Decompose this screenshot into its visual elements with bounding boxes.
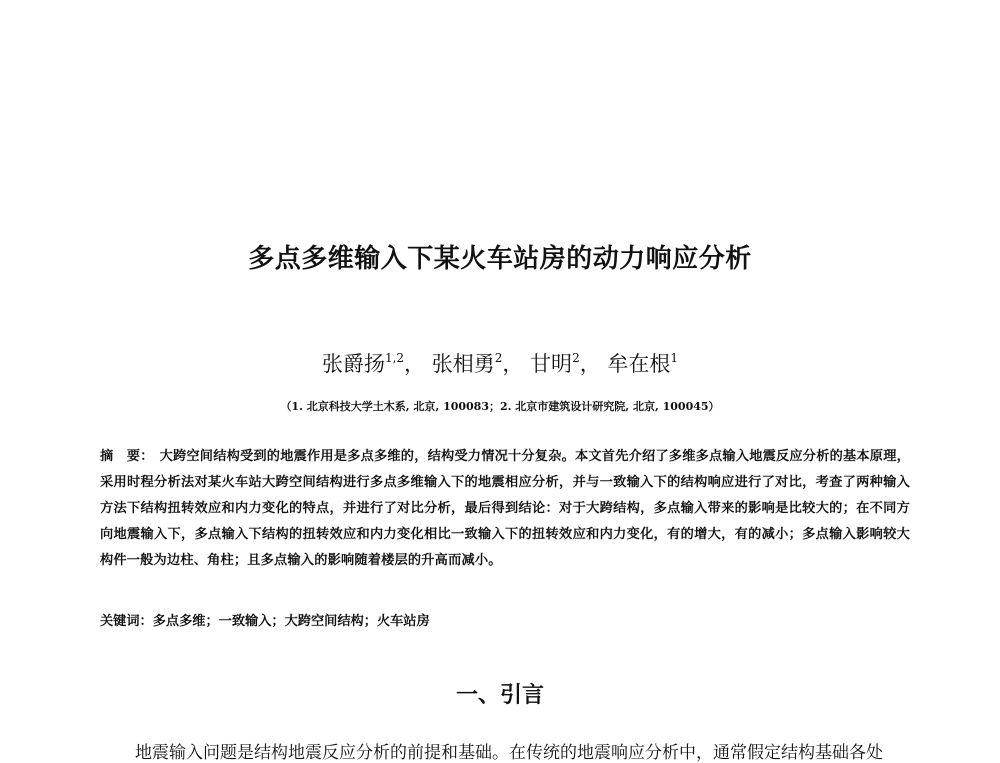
author: 牟在根$^1$ — [607, 351, 679, 376]
affiliations: （1. 北京科技大学土木系, 北京, 100083；2. 北京市建筑设计研究院, 北京, 100045） — [280, 400, 720, 413]
author: 甘明$^2$， — [530, 351, 601, 376]
keywords-text: 多点多维；一致输入；大跨空间结构；火车站房 — [152, 614, 430, 629]
abstract-text: 大跨空间结构受到的地震作用是多点多维的，结构受力情况十分复杂。本文首先介绍了多维多点输入地震反应分析的基本原理，采用时程分析法对某火车站大跨空间结构进行多点多维输入下的地震相应分析，并与一致输入下的结构响应进行了对比，考查了两种输入方法下结构扭转效应和内力变化的特点，并进行了对比分析，最后得到结论：对于大跨结构，多点输入带来的影响是比较大的；在不同方向地震输入下，多点输入下结构的扭转效应和内力变化相比一致输入下的扭转效应和内力变化，有的增大，有的减小；多点输入影响较大构件一般为边柱、角柱；且多点输入的影响随着楼层的升高而减小。 — [100, 449, 910, 568]
paper-title: 多点多维输入下某火车站房的动力响应分析 — [248, 244, 752, 274]
abstract-label: 摘 要： — [100, 449, 154, 464]
author-list — [0, 348, 1000, 378]
author: 张爵扬$^{1,2}$， — [321, 351, 426, 376]
keywords — [100, 610, 910, 629]
keywords-label: 关键词： — [100, 614, 153, 629]
section-heading: 一、引言 — [455, 683, 544, 708]
author: 张相勇$^2$， — [431, 351, 524, 376]
abstract — [100, 444, 910, 574]
body-paragraph: 地震输入问题是结构地震反应分析的前提和基础。在传统的地震响应分析中，通常假定结构基础各处 — [135, 743, 883, 763]
